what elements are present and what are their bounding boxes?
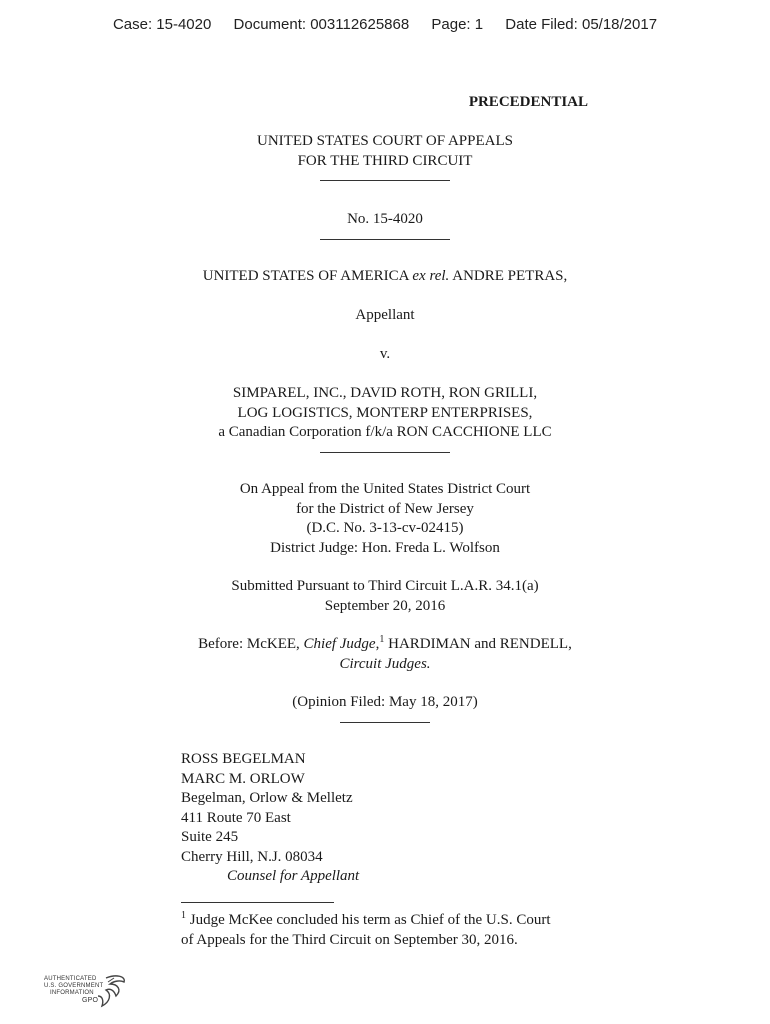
appellees-line-3: a Canadian Corporation f/k/a RON CACCHIONE LLC: [218, 424, 552, 440]
case-number: No. 15-4020: [347, 211, 423, 227]
footnote-line-2: of Appeals for the Third Circuit on September 30, 2016.: [181, 931, 518, 948]
eagle-icon: [44, 972, 134, 1016]
gpo-line-1: AUTHENTICATED: [44, 976, 97, 982]
appellant-role: Appellant: [355, 307, 415, 323]
footnote: [181, 911, 601, 950]
gpo-line-2: U.S. GOVERNMENT: [44, 983, 104, 989]
ex-rel: ex rel.: [412, 268, 450, 284]
divider: [320, 180, 450, 181]
divider: [320, 239, 450, 240]
page-number-header: Page: 1: [431, 16, 484, 33]
panel-chief-judge: Chief Judge: [303, 636, 376, 652]
appellant-name-b: ANDRE PETRAS,: [452, 268, 568, 284]
appeal-line-3: (D.C. No. 3-13-cv-02415): [306, 520, 464, 536]
footnote-separator: [181, 902, 334, 903]
submission-line-2: September 20, 2016: [324, 597, 446, 614]
counsel-role: Counsel for Appellant: [227, 868, 360, 884]
panel-circuit-judges: Circuit Judges.: [339, 655, 431, 672]
date-filed-header: Date Filed: 05/18/2017: [505, 16, 658, 33]
counsel-line: Suite 245: [181, 829, 239, 845]
court-name: [181, 132, 589, 190]
counsel-block: [181, 750, 601, 887]
counsel-line: Begelman, Orlow & Melletz: [181, 790, 353, 806]
filing-header: [0, 16, 770, 33]
court-line-1: UNITED STATES COURT OF APPEALS: [257, 133, 513, 149]
appellees-caption: [181, 384, 589, 462]
document-number-header: Document: 003112625868: [233, 16, 410, 33]
footnote-ref: 1: [379, 634, 385, 645]
appeal-line-2: for the District of New Jersey: [296, 500, 474, 517]
opinion-filed: (Opinion Filed: May 18, 2017): [292, 694, 478, 710]
appellant-caption: [170, 267, 600, 287]
appellees-line-2: LOG LOGISTICS, MONTERP ENTERPRISES,: [237, 404, 533, 421]
case-number-header: Case: 15-4020: [112, 16, 212, 33]
panel: [181, 635, 589, 674]
divider: [320, 452, 450, 453]
gpo-line-4: GPO: [82, 997, 99, 1004]
panel-before: Before: McKEE,: [198, 636, 300, 652]
appellees-line-1: SIMPAREL, INC., DAVID ROTH, RON GRILLI,: [232, 385, 538, 401]
counsel-line: Cherry Hill, N.J. 08034: [181, 848, 323, 865]
versus: v.: [379, 346, 391, 362]
opinion-filed-block: [181, 693, 589, 732]
gpo-authentication-seal: [44, 972, 134, 1016]
counsel-line: MARC M. ORLOW: [181, 770, 305, 787]
appellant-name-a: UNITED STATES OF AMERICA: [202, 268, 409, 284]
appeal-line-1: On Appeal from the United States District Court: [239, 481, 531, 497]
appeal-info: [181, 480, 589, 558]
divider: [340, 722, 430, 723]
panel-rest: HARDIMAN and RENDELL,: [388, 636, 572, 652]
court-line-2: FOR THE THIRD CIRCUIT: [297, 152, 473, 169]
precedential-label: PRECEDENTIAL: [468, 94, 588, 110]
panel-comma: ,: [375, 636, 380, 652]
submission-line-1: Submitted Pursuant to Third Circuit L.A.R. 34.1(a): [231, 578, 539, 594]
appeal-line-4: District Judge: Hon. Freda L. Wolfson: [270, 539, 500, 556]
case-number-block: [181, 210, 589, 249]
gpo-line-3: INFORMATION: [50, 990, 94, 996]
counsel-line: ROSS BEGELMAN: [181, 751, 306, 767]
submission-info: [181, 577, 589, 616]
footnote-number: 1: [181, 910, 186, 921]
counsel-line: 411 Route 70 East: [181, 809, 291, 826]
footnote-line-1: Judge McKee concluded his term as Chief of the U.S. Court: [189, 912, 551, 928]
